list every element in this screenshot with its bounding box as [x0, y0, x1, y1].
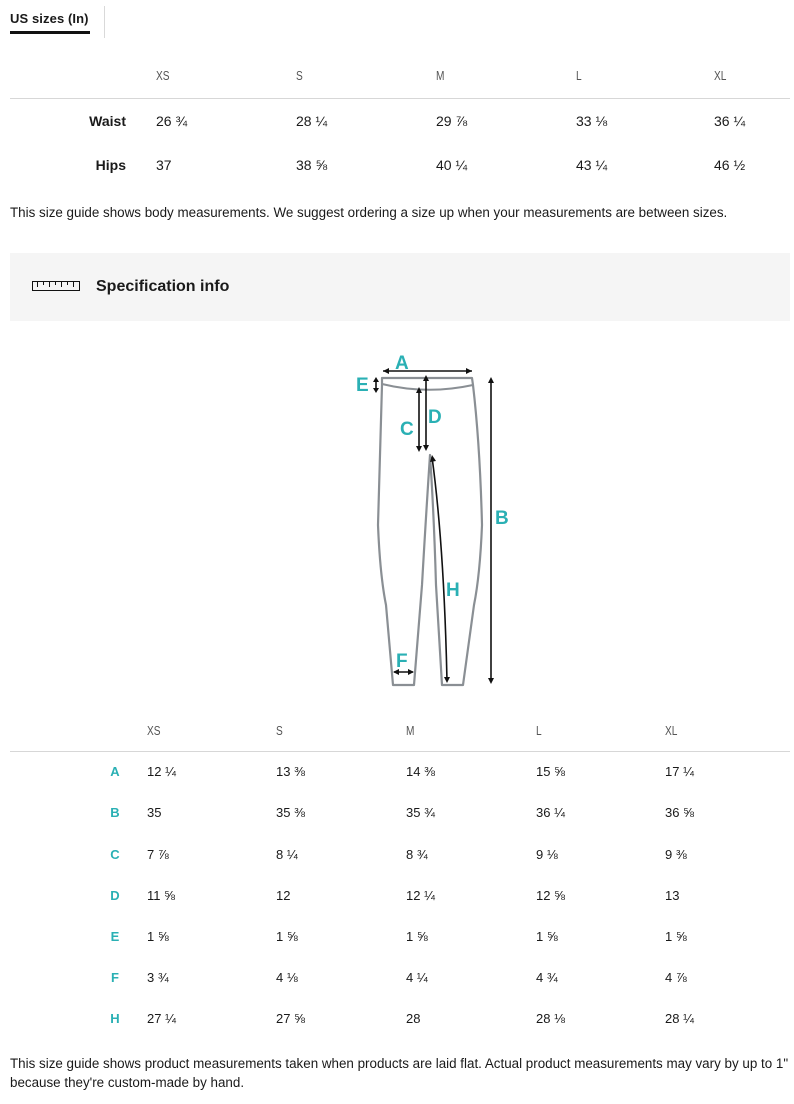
active-tab-indicator	[10, 31, 90, 34]
ruler-icon	[32, 281, 80, 291]
table-cell: 46 ½	[714, 157, 746, 173]
table-cell: 9 ⅛	[536, 847, 558, 862]
diagram-label-e: E	[356, 375, 369, 396]
size-header-s: S	[296, 68, 303, 83]
table-cell: 13	[665, 888, 680, 903]
specification-title: Specification info	[96, 278, 230, 295]
table-cell: 27 ⅝	[276, 1011, 305, 1026]
body-size-note: This size guide shows body measurements. We suggest ordering a size up when your measurements are between sizes.	[10, 205, 728, 220]
table-cell: 27 ¼	[147, 1011, 176, 1026]
size-header-xl: XL	[665, 723, 678, 738]
table-cell: 12 ⅝	[536, 888, 565, 903]
size-header-xs: XS	[156, 68, 170, 83]
table-cell: 36 ⅝	[665, 805, 694, 820]
table-cell: 8 ¼	[276, 847, 298, 862]
diagram-label-f: F	[396, 651, 408, 672]
diagram-label-d: D	[428, 407, 442, 428]
product-note-line-1: This size guide shows product measurements taken when products are laid flat. Actual product measurements may vary by up to 1"	[10, 1056, 789, 1071]
diagram-label-b: B	[495, 508, 509, 529]
row-label-d: D	[110, 888, 120, 903]
table-cell: 4 ¼	[406, 970, 428, 985]
diagram-label-h: H	[446, 580, 460, 601]
table-cell: 35	[147, 805, 162, 820]
row-label-hips: Hips	[95, 157, 126, 173]
table-cell: 36 ¼	[536, 805, 565, 820]
tab-us-sizes[interactable]: US sizes (In)	[10, 11, 89, 26]
table-cell: 9 ⅜	[665, 847, 687, 862]
table-cell: 28 ¼	[296, 113, 328, 129]
table-cell: 12	[276, 888, 291, 903]
table-divider	[10, 98, 790, 99]
table-cell: 28	[406, 1011, 421, 1026]
table-cell: 1 ⅝	[536, 929, 558, 944]
row-label-e: E	[110, 929, 120, 944]
table-cell: 38 ⅝	[296, 157, 328, 173]
size-header-l: L	[536, 723, 542, 738]
table-cell: 4 ⅛	[276, 970, 298, 985]
table-cell: 7 ⅞	[147, 847, 169, 862]
tab-divider	[104, 6, 105, 38]
row-label-a: A	[110, 764, 120, 779]
table-divider	[10, 751, 790, 752]
size-header-l: L	[576, 68, 582, 83]
row-label-h: H	[110, 1011, 120, 1026]
table-cell: 15 ⅝	[536, 764, 565, 779]
table-cell: 11 ⅝	[147, 888, 175, 903]
table-cell: 40 ¼	[436, 157, 468, 173]
row-label-f: F	[111, 970, 119, 985]
table-cell: 1 ⅝	[406, 929, 428, 944]
table-cell: 3 ¾	[147, 970, 169, 985]
diagram-label-c: C	[400, 419, 414, 440]
product-size-note	[10, 1054, 788, 1092]
table-cell: 28 ¼	[665, 1011, 694, 1026]
table-cell: 35 ⅜	[276, 805, 305, 820]
size-header-xs: XS	[147, 723, 161, 738]
row-label-b: B	[110, 805, 120, 820]
table-cell: 8 ¾	[406, 847, 428, 862]
row-label-waist: Waist	[89, 113, 126, 129]
table-cell: 14 ⅜	[406, 764, 435, 779]
specification-banner	[10, 253, 790, 321]
table-cell: 28 ⅛	[536, 1011, 565, 1026]
table-cell: 1 ⅝	[665, 929, 687, 944]
table-cell: 1 ⅝	[276, 929, 298, 944]
table-cell: 33 ⅛	[576, 113, 608, 129]
size-header-xl: XL	[714, 68, 727, 83]
product-note-line-2: because they're custom-made by hand.	[10, 1075, 245, 1090]
size-header-s: S	[276, 723, 283, 738]
diagram-label-a: A	[395, 353, 409, 374]
table-cell: 37	[156, 157, 172, 173]
table-cell: 4 ⅞	[665, 970, 687, 985]
row-label-c: C	[110, 847, 120, 862]
table-cell: 12 ¼	[147, 764, 176, 779]
size-header-m: M	[436, 68, 445, 83]
table-cell: 43 ¼	[576, 157, 608, 173]
tab-bar	[0, 0, 794, 40]
table-cell: 1 ⅝	[147, 929, 169, 944]
table-cell: 17 ¼	[665, 764, 694, 779]
table-cell: 35 ¾	[406, 805, 435, 820]
table-cell: 26 ¾	[156, 113, 188, 129]
table-cell: 29 ⅞	[436, 113, 468, 129]
size-header-m: M	[406, 723, 415, 738]
table-cell: 36 ¼	[714, 113, 746, 129]
table-cell: 12 ¼	[406, 888, 435, 903]
table-cell: 13 ⅜	[276, 764, 305, 779]
table-cell: 4 ¾	[536, 970, 558, 985]
leggings-diagram	[350, 345, 520, 695]
